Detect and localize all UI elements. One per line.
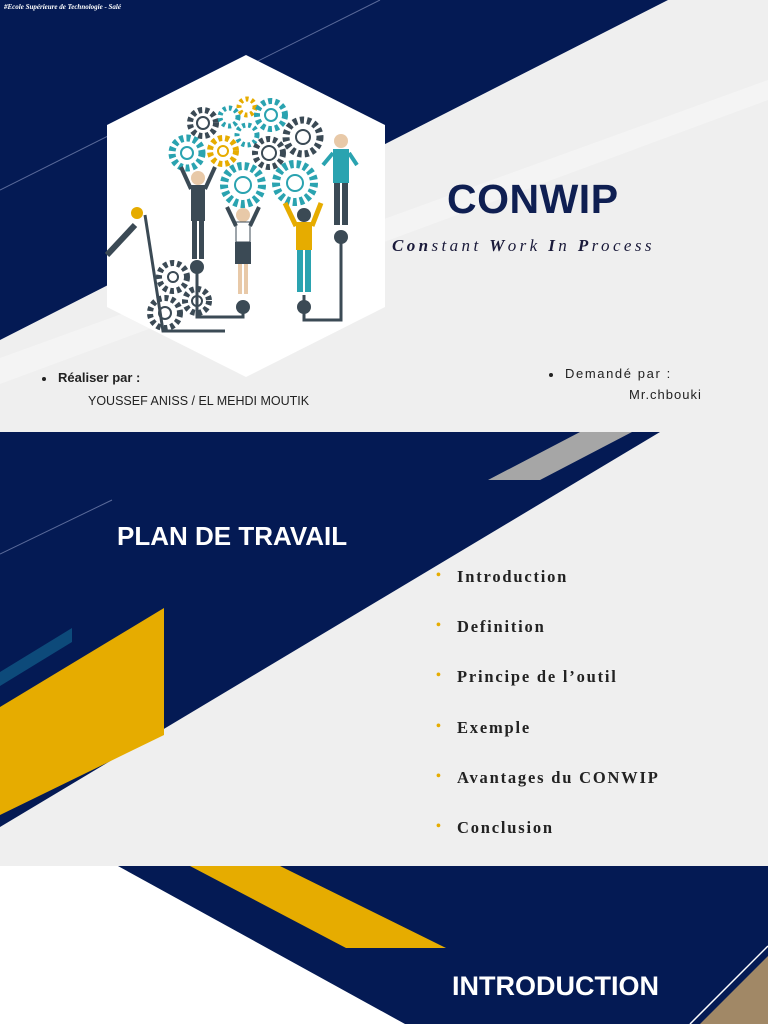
list-item: [436, 667, 660, 717]
slide-introduction: [0, 866, 768, 1024]
subtitle-part: rocess: [591, 236, 655, 255]
demande-label-text: Demandé par :: [565, 366, 672, 381]
subtitle-part: ork: [507, 236, 549, 255]
subtitle-part: stant: [431, 236, 490, 255]
list-item: [436, 818, 660, 866]
bullet-icon: •: [436, 568, 443, 583]
school-name: #Ecole Supérieure de Technologie - Salé: [4, 3, 121, 11]
presentation-subtitle: [392, 236, 655, 256]
subtitle-bold-part: W: [489, 236, 508, 255]
bullet-icon: •: [436, 768, 443, 784]
subtitle-bold-part: I: [548, 236, 559, 255]
list-item-label: Exemple: [457, 717, 532, 737]
realiser-label-text: Réaliser par :: [58, 370, 141, 385]
list-item-label: Definition: [457, 617, 546, 637]
bullet-icon: [42, 377, 46, 381]
demande-name: Mr.chbouki: [629, 387, 702, 402]
bullet-icon: •: [436, 718, 443, 734]
gears-teamwork-illustration: [105, 55, 387, 377]
presentation-title: CONWIP: [447, 176, 619, 222]
list-item: [436, 718, 660, 768]
realiser-label: [42, 370, 140, 385]
list-item-label: Conclusion: [457, 817, 554, 837]
list-item-label: Avantages du CONWIP: [457, 767, 660, 787]
list-item-label: Principe de l’outil: [457, 667, 618, 687]
bullet-icon: •: [436, 618, 443, 634]
plan-list: [436, 567, 660, 866]
subtitle-bold-part: P: [577, 236, 592, 255]
list-item: [436, 617, 660, 667]
list-item: [436, 567, 660, 617]
slide-title: [0, 0, 768, 432]
demande-label: [549, 366, 672, 381]
subtitle-bold-part: Con: [392, 236, 432, 255]
bullet-icon: •: [436, 668, 443, 684]
list-item-label: Introduction: [457, 567, 569, 586]
bullet-icon: •: [436, 818, 443, 834]
realiser-names: YOUSSEF ANISS / EL MEHDI MOUTIK: [88, 394, 310, 408]
subtitle-part: n: [558, 236, 578, 255]
plan-title: PLAN DE TRAVAIL: [117, 521, 348, 551]
list-item: [436, 768, 660, 818]
slide-plan: [0, 432, 768, 866]
navy-diagonal-band: [118, 866, 768, 1024]
introduction-title: INTRODUCTION: [452, 971, 659, 1001]
bullet-icon: [549, 373, 553, 377]
